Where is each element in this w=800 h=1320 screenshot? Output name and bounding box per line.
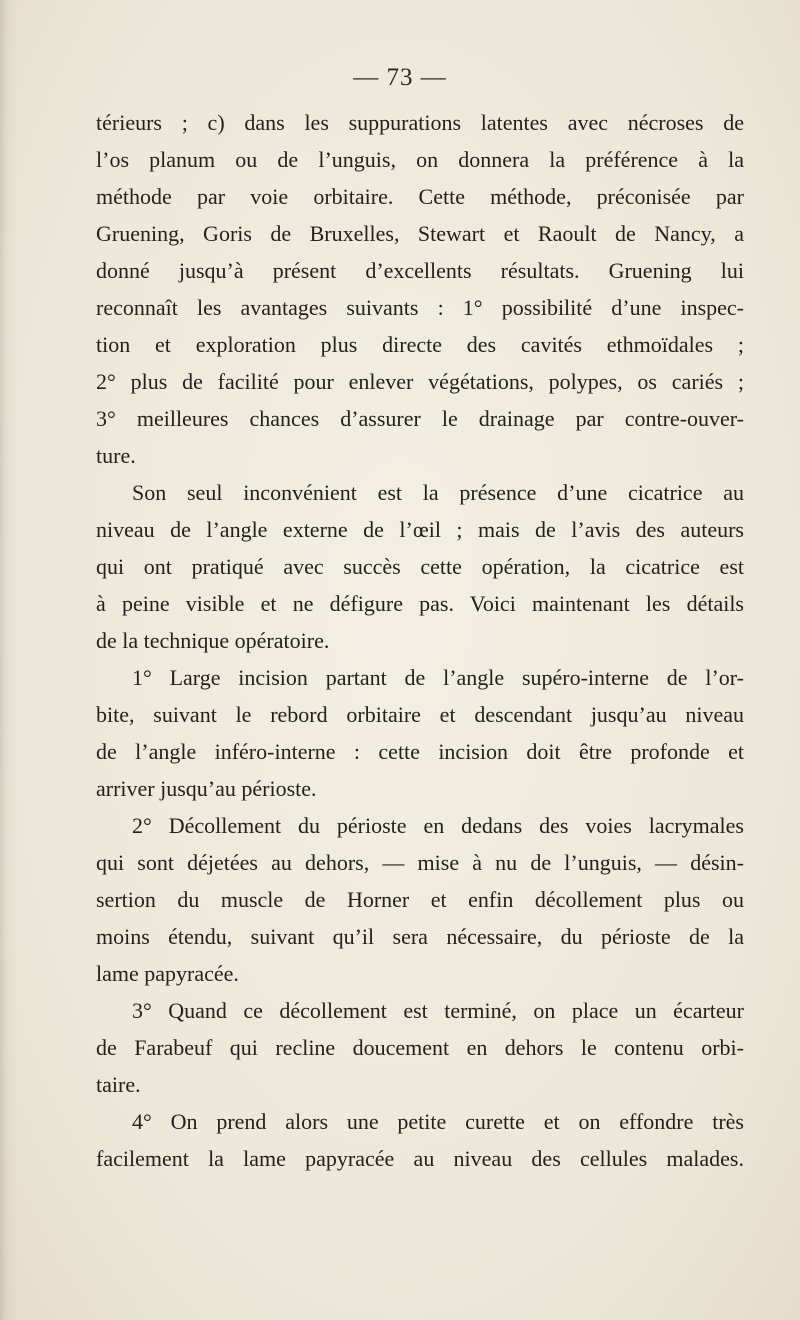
text-line: niveau de l’angle externe de l’œil ; mais de l’avis des auteurs xyxy=(96,517,744,542)
text-line: l’os planum ou de l’unguis, on donnera la préférence à la xyxy=(96,147,744,172)
text-line: térieurs ; c) dans les suppurations latentes avec nécroses de xyxy=(96,110,744,135)
text-line: taire. xyxy=(96,1072,141,1097)
text-line: 2° Décollement du périoste en dedans des voies lacrymales xyxy=(132,813,744,838)
text-line: 3° Quand ce décollement est terminé, on place un écarteur xyxy=(132,998,744,1023)
text-line: 3° meilleures chances d’assurer le drainage par contre-ouver- xyxy=(96,406,744,431)
page-number: — 73 — xyxy=(353,64,447,91)
text-line: donné jusqu’à présent d’excellents résultats. Gruening lui xyxy=(96,258,744,283)
text-line: ture. xyxy=(96,443,136,468)
text-line: de l’angle inféro-interne : cette incision doit être profonde et xyxy=(96,739,744,764)
text-line: moins étendu, suivant qu’il sera nécessaire, du périoste de la xyxy=(96,924,744,949)
text-line: tion et exploration plus directe des cavités ethmoïdales ; xyxy=(96,332,744,357)
text-line: Gruening, Goris de Bruxelles, Stewart et Raoult de Nancy, a xyxy=(96,221,744,246)
text-line: reconnaît les avantages suivants : 1° possibilité d’une inspec- xyxy=(96,295,744,320)
text-line: lame papyracée. xyxy=(96,961,239,986)
text-line: 4° On prend alors une petite curette et on effondre très xyxy=(132,1109,744,1134)
text-line: 1° Large incision partant de l’angle supéro-interne de l’or- xyxy=(132,665,744,690)
text-line: de la technique opératoire. xyxy=(96,628,330,653)
text-line: arriver jusqu’au périoste. xyxy=(96,776,317,801)
text-line: 2° plus de facilité pour enlever végétations, polypes, os cariés ; xyxy=(96,369,744,394)
text-line: de Farabeuf qui recline doucement en dehors le contenu orbi- xyxy=(96,1035,744,1060)
text-line: qui ont pratiqué avec succès cette opération, la cicatrice est xyxy=(96,554,744,579)
body-text xyxy=(96,104,744,1177)
text-line: sertion du muscle de Horner et enfin décollement plus ou xyxy=(96,887,744,912)
text-line: Son seul inconvénient est la présence d’une cicatrice au xyxy=(132,480,744,505)
text-line: qui sont déjetées au dehors, — mise à nu de l’unguis, — désin- xyxy=(96,850,744,875)
text-line: bite, suivant le rebord orbitaire et descendant jusqu’au niveau xyxy=(96,702,744,727)
text-line: à peine visible et ne défigure pas. Voici maintenant les détails xyxy=(96,591,744,616)
text-line: facilement la lame papyracée au niveau des cellules malades. xyxy=(96,1146,744,1171)
text-line: méthode par voie orbitaire. Cette méthode, préconisée par xyxy=(96,184,744,209)
